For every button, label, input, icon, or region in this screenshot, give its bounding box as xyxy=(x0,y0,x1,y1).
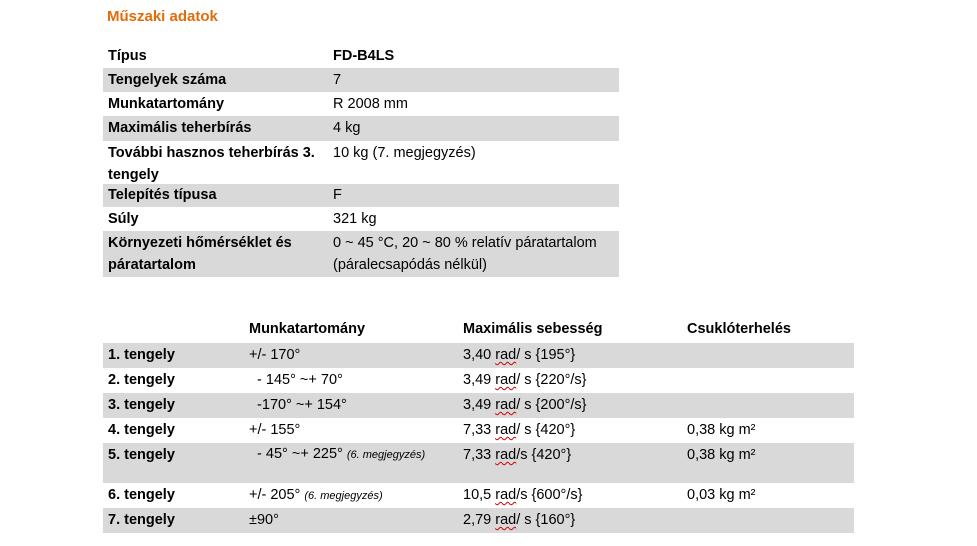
table-row xyxy=(103,207,619,231)
spec-value: R 2008 mm xyxy=(333,96,408,112)
axis-speed: 3,40 rad/ s {195°} xyxy=(463,347,576,363)
section-title: Műszaki adatok xyxy=(107,8,218,25)
axis-label: 7. tengely xyxy=(108,512,175,528)
axis-label: 2. tengely xyxy=(108,372,175,388)
table-row xyxy=(103,184,619,207)
axis-range: +/- 155° xyxy=(249,422,301,438)
axis-load xyxy=(682,508,854,533)
axis-speed: 10,5 rad/s {600°/s} xyxy=(463,487,583,503)
axis-load xyxy=(682,393,854,418)
range-note: (6. megjegyzés) xyxy=(304,490,383,502)
spec-label: Maximális teherbírás xyxy=(108,120,252,136)
axis-label: 3. tengely xyxy=(108,397,175,413)
spec-value: 7 xyxy=(333,72,342,88)
axes-table xyxy=(103,318,854,533)
axis-range: +/- 205° (6. megjegyzés) xyxy=(249,487,383,503)
axis-range: +/- 170° xyxy=(249,347,301,363)
axis-label: 6. tengely xyxy=(108,487,175,503)
axes-header-row xyxy=(103,318,854,343)
axis-load xyxy=(682,368,854,393)
spec-label: Tengelyek száma xyxy=(108,72,227,88)
table-row xyxy=(103,231,619,277)
table-row xyxy=(103,483,854,508)
table-row xyxy=(103,68,619,92)
table-row xyxy=(103,92,619,116)
axis-speed: 2,79 rad/ s {160°} xyxy=(463,512,576,528)
spec-label: Telepítés típusa xyxy=(108,187,217,203)
specs-header-value: FD-B4LS xyxy=(333,48,395,64)
axis-label: 4. tengely xyxy=(108,422,175,438)
spec-value: 321 kg xyxy=(333,211,377,227)
spec-value: 0 ~ 45 °C, 20 ~ 80 % relatív páratartalom (páralecsapódás nélkül) xyxy=(333,235,597,273)
axis-range: - 145° ~+ 70° xyxy=(249,372,343,388)
table-row xyxy=(103,508,854,533)
axis-speed: 7,33 rad/s {420°} xyxy=(463,447,572,463)
axis-label: 1. tengely xyxy=(108,347,175,363)
table-row xyxy=(103,141,619,184)
axis-range: ±90° xyxy=(249,512,279,528)
axis-speed: 3,49 rad/ s {200°/s} xyxy=(463,397,587,413)
spec-label: Súly xyxy=(108,211,139,227)
table-row xyxy=(103,343,854,368)
axis-range: -170° ~+ 154° xyxy=(249,397,347,413)
spec-value: 10 kg (7. megjegyzés) xyxy=(333,145,476,161)
header-load: Csuklóterhelés xyxy=(687,321,791,337)
axis-label: 5. tengely xyxy=(108,447,175,463)
axis-load: 0,38 kg m² xyxy=(687,422,756,438)
axis-range: - 45° ~+ 225° (6. megjegyzés) xyxy=(249,446,426,462)
spec-value: 4 kg xyxy=(333,120,361,136)
table-row xyxy=(103,368,854,393)
axis-speed: 3,49 rad/ s {220°/s} xyxy=(463,372,587,388)
spec-label: Munkatartomány xyxy=(108,96,225,112)
header-speed: Maximális sebesség xyxy=(463,321,603,337)
spec-label: További hasznos teherbírás 3. tengely xyxy=(108,145,315,183)
axis-load xyxy=(682,343,854,368)
spec-label: Környezeti hőmérséklet és páratartalom xyxy=(108,235,292,273)
header-range: Munkatartomány xyxy=(249,321,366,337)
axis-speed: 7,33 rad/ s {420°} xyxy=(463,422,576,438)
specs-header-label: Típus xyxy=(108,48,147,64)
range-note: (6. megjegyzés) xyxy=(346,449,426,461)
header-axis xyxy=(103,318,245,343)
specs-header-row xyxy=(103,44,619,68)
table-row xyxy=(103,116,619,141)
axis-load: 0,38 kg m² xyxy=(687,447,756,463)
spec-value: F xyxy=(333,187,342,203)
table-row xyxy=(103,393,854,418)
axis-load: 0,03 kg m² xyxy=(687,487,756,503)
specs-table xyxy=(103,44,619,277)
table-row xyxy=(103,418,854,443)
table-row xyxy=(103,443,854,483)
